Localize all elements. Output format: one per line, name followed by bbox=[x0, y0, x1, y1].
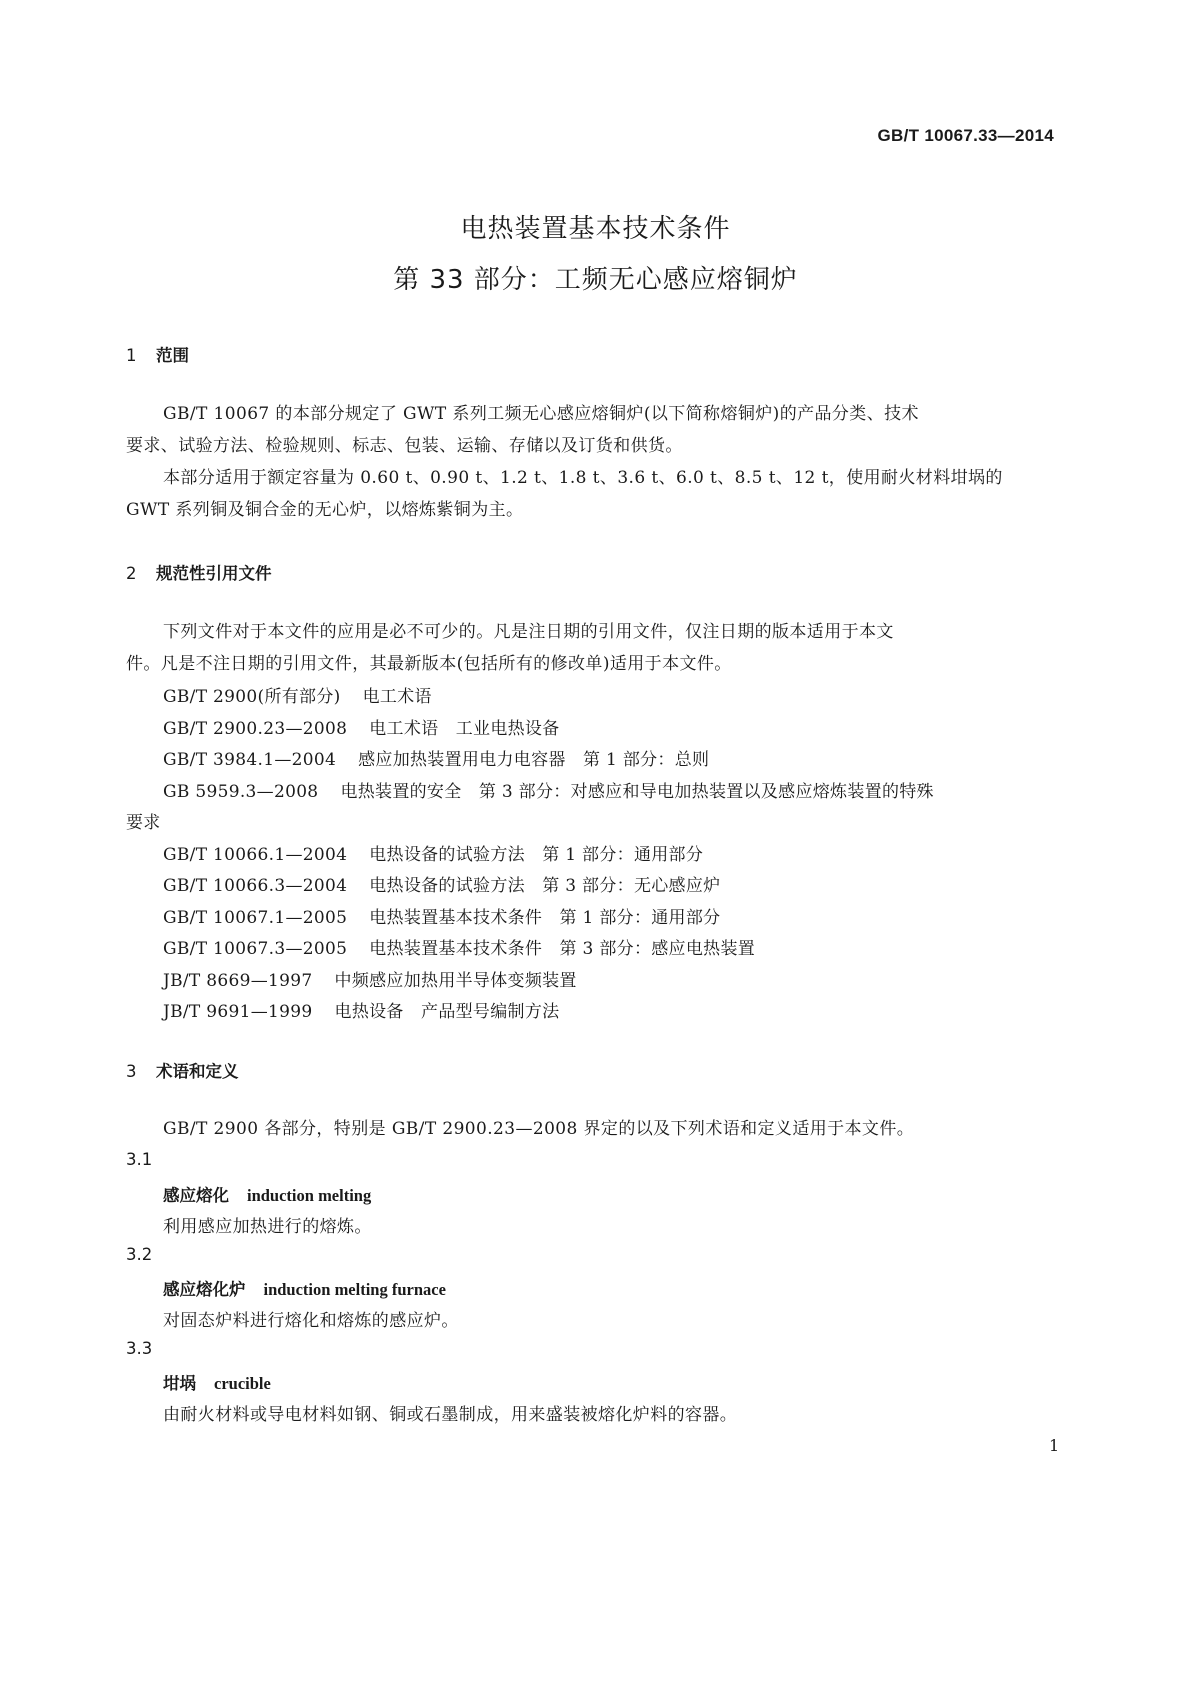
reference-title: 电热设备的试验方法 第 3 部分：无心感应炉 bbox=[369, 876, 721, 896]
reference-item bbox=[163, 840, 703, 865]
term-heading bbox=[163, 1370, 271, 1394]
reference-code: GB/T 10067.1—2005 bbox=[163, 908, 348, 928]
page-number: 1 bbox=[1049, 1436, 1060, 1455]
section-heading-normative-references bbox=[126, 560, 272, 584]
paragraph-line: 下列文件对于本文件的应用是必不可少的。凡是注日期的引用文件，仅注日期的版本适用于本文 bbox=[163, 622, 894, 642]
reference-title: 电热设备的试验方法 第 1 部分：通用部分 bbox=[369, 845, 704, 865]
term-definition: 利用感应加热进行的熔炼。 bbox=[163, 1217, 372, 1237]
section-number: 2 bbox=[126, 564, 137, 583]
paragraph-line: GB/T 2900 各部分，特别是 GB/T 2900.23—2008 界定的以及下列术语和定义适用于本文件。 bbox=[163, 1119, 915, 1139]
term-zh: 感应熔化 bbox=[163, 1186, 229, 1205]
section-title: 术语和定义 bbox=[156, 1062, 239, 1081]
reference-continuation: 要求 bbox=[126, 813, 161, 833]
reference-item bbox=[163, 714, 560, 739]
reference-code: GB/T 2900(所有部分) bbox=[163, 687, 341, 707]
reference-code: JB/T 8669—1997 bbox=[163, 971, 313, 991]
document-subtitle: 第 33 部分：工频无心感应熔铜炉 bbox=[393, 265, 798, 295]
section-title: 范围 bbox=[156, 346, 189, 365]
term-en: induction melting bbox=[247, 1186, 372, 1205]
reference-title: 电热装置基本技术条件 第 3 部分：感应电热装置 bbox=[369, 939, 756, 959]
reference-title: 电热装置基本技术条件 第 1 部分：通用部分 bbox=[369, 908, 721, 928]
term-zh: 感应熔化炉 bbox=[163, 1280, 246, 1299]
reference-code: GB/T 10066.1—2004 bbox=[163, 845, 348, 865]
section-number: 1 bbox=[126, 346, 137, 365]
section-number: 3 bbox=[126, 1062, 137, 1081]
term-heading bbox=[163, 1276, 446, 1300]
section-heading-terms-definitions bbox=[126, 1058, 239, 1082]
paragraph-line: GWT 系列铜及铜合金的无心炉，以熔炼紫铜为主。 bbox=[126, 500, 524, 520]
term-number: 3.2 bbox=[126, 1245, 153, 1264]
term-zh: 坩埚 bbox=[163, 1374, 196, 1393]
term-definition: 由耐火材料或导电材料如钢、铜或石墨制成，用来盛装被熔化炉料的容器。 bbox=[163, 1405, 738, 1425]
reference-code: GB/T 10067.3—2005 bbox=[163, 939, 348, 959]
reference-title: 电工术语 bbox=[362, 687, 432, 707]
reference-item bbox=[163, 682, 432, 707]
paragraph-line: 要求、试验方法、检验规则、标志、包装、运输、存储以及订货和供货。 bbox=[126, 436, 683, 456]
term-en: crucible bbox=[214, 1374, 271, 1393]
reference-item bbox=[163, 745, 709, 770]
paragraph-line: 本部分适用于额定容量为 0.60 t、0.90 t、1.2 t、1.8 t、3.6 t、6.0 t、8.5 t、12 t，使用耐火材料坩埚的 bbox=[163, 468, 1003, 488]
reference-item bbox=[163, 903, 720, 928]
term-en: induction melting furnace bbox=[263, 1280, 446, 1299]
reference-title: 电热设备 产品型号编制方法 bbox=[334, 1002, 560, 1022]
reference-title: 感应加热装置用电力电容器 第 1 部分：总则 bbox=[358, 750, 710, 770]
paragraph-line: GB/T 10067 的本部分规定了 GWT 系列工频无心感应熔铜炉(以下简称熔铜炉)的产品分类、技术 bbox=[163, 404, 919, 424]
reference-item bbox=[163, 966, 577, 991]
reference-item bbox=[163, 934, 755, 959]
reference-item bbox=[163, 777, 934, 802]
reference-item bbox=[163, 997, 559, 1022]
term-number: 3.3 bbox=[126, 1339, 153, 1358]
term-heading bbox=[163, 1182, 371, 1206]
reference-item bbox=[163, 871, 720, 896]
reference-code: GB/T 10066.3—2004 bbox=[163, 876, 348, 896]
reference-title: 电热装置的安全 第 3 部分：对感应和导电加热装置以及感应熔炼装置的特殊 bbox=[340, 782, 934, 802]
term-number: 3.1 bbox=[126, 1150, 153, 1169]
term-definition: 对固态炉料进行熔化和熔炼的感应炉。 bbox=[163, 1311, 459, 1331]
paragraph-line: 件。凡是不注日期的引用文件，其最新版本(包括所有的修改单)适用于本文件。 bbox=[126, 654, 732, 674]
reference-title: 中频感应加热用半导体变频装置 bbox=[334, 971, 577, 991]
reference-title: 电工术语 工业电热设备 bbox=[369, 719, 560, 739]
standard-code: GB/T 10067.33—2014 bbox=[877, 126, 1054, 145]
reference-code: JB/T 9691—1999 bbox=[163, 1002, 313, 1022]
section-title: 规范性引用文件 bbox=[156, 564, 272, 583]
section-heading-scope bbox=[126, 342, 189, 366]
reference-code: GB/T 2900.23—2008 bbox=[163, 719, 348, 739]
reference-code: GB/T 3984.1—2004 bbox=[163, 750, 337, 770]
reference-code: GB 5959.3—2008 bbox=[163, 782, 319, 802]
document-title: 电热装置基本技术条件 bbox=[460, 214, 731, 244]
